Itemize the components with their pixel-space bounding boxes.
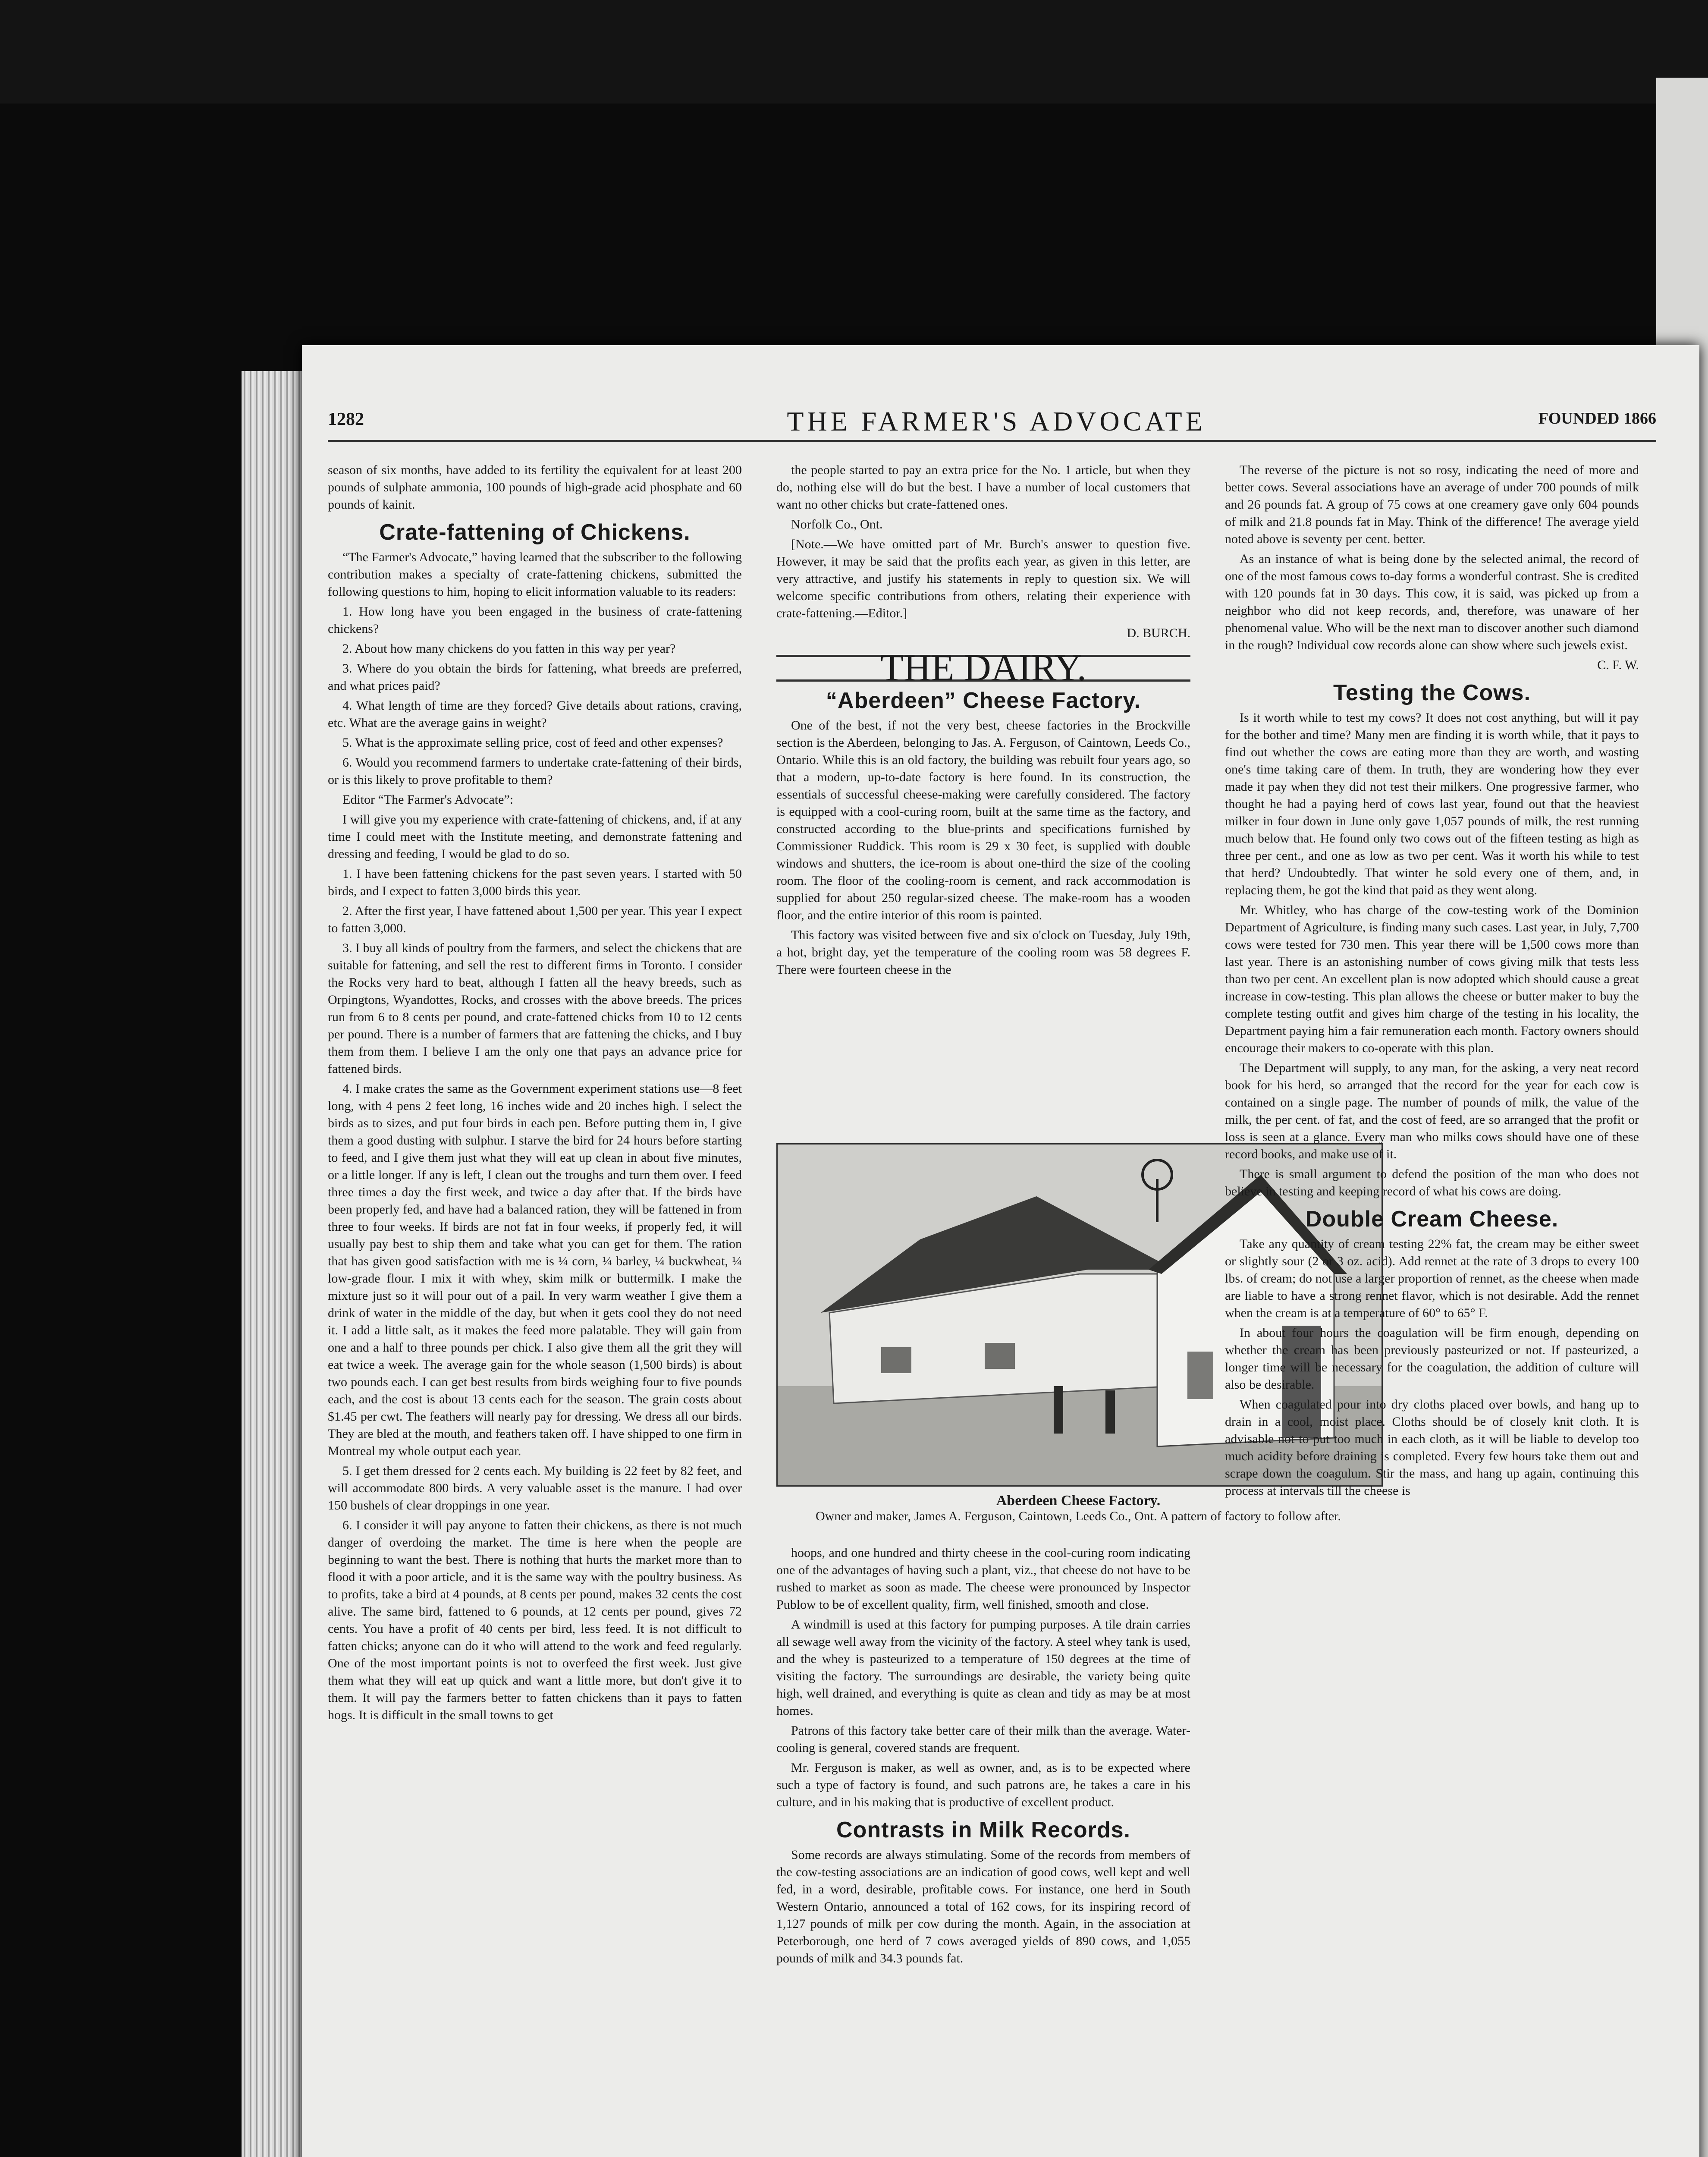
paragraph: In about four hours the coagulation will be firm enough, depending on whether the cream has been previously pasteurized or not. If pasteurized, a longer time will be necessary for the coagulation, the addition of culture will also be desirable.: [1225, 1326, 1639, 1392]
signature-cfw: C. F. W.: [1597, 658, 1639, 672]
paragraph: Some records are always stimulating. Some of the records from members of the cow-testing associations are an indication of good cows, well kept and well fed, in a word, desirable, profitable cows. For instance, one herd in South Western Ontario, announced a total of 162 cows, for its inspiring record of 1,127 pounds of milk per cow during the month. Again, in the association at Peterborough, one herd of 7 cows averaged yields of 890 cows, and 1,055 pounds of milk and 34.3 pounds fat.: [776, 1848, 1190, 1965]
paragraph: 4. I make crates the same as the Government experiment stations use—8 feet long, with 4 pens 2 feet long, 16 inches wide and 20 inches high. I select the birds as to sizes, and put four birds in each pen. Before putting them in, I give them a good dusting with sulphur. I starve the bird for 24 hours before starting to feed, and I give them just what they will eat up clean in about five minutes, or a little longer. If any is left, I clean out the troughs and turn them over. I feed three times a day the first week, and twice a day after that. If the birds have been properly fed, and have had a balanced ration, they will be fattened in from three to four weeks. If birds are not fat in four weeks, if properly fed, it will usually pay best to ship them and take what you can get for them. The ration that has given good satisfaction with me is ¼ corn, ¼ barley, ¼ buckwheat, ¼ low-grade flour. I mix it with whey, skim milk or buttermilk. I make the mixture just so it will pour out of a pail. In very warm weather I give them a drink of water in the middle of the day, but when it gets cool they do not need it. I add a little salt, as it makes the feed more palatable. They will gain from one and a half to three pounds per chick. I also give them all the grit they will eat twice a week. The average gain for the whole season (1,500 birds) is about two pounds each. I can get best results from birds weighing four to five pounds each, and the cost is about 13 cents each for the season. The grain costs about $1.45 per cwt. The feathers will nearly pay for dressing. We dress all our birds. They are bled at the mouth, and feathers taken off. I have shipped to one firm in Montreal my whole output each year.: [328, 1082, 742, 1458]
paragraph: The reverse of the picture is not so rosy, indicating the need of more and better cows. Several associations have an average of under 700 pounds of milk and 26 pounds fat. A group of 75 cows at one creamery gave only 604 pounds of milk and 21.8 pounds fat in May. Think of the difference! The average yield noted above is seventy per cent. better.: [1225, 463, 1639, 546]
page-number: 1282: [328, 409, 364, 429]
paragraph: 1. I have been fattening chickens for the past seven years. I started with 50 birds, and I expect to fatten 3,000 birds this year.: [328, 867, 742, 898]
paragraph: As an instance of what is being done by the selected animal, the record of one of the most famous cows to-day forms a wonderful contrast. She is credited with 120 pounds fat in 30 days. This cow, it is said, was picked up from a neighbor who did not keep records, and, therefore, was unaware of her phenomenal value. Who will be the next man to discover another such diamond in the rough? Individual cow records alone can show where such jewels exist.: [1225, 552, 1639, 652]
column-1: [328, 462, 742, 1726]
paragraph: 6. Would you recommend farmers to undertake crate-fattening of their birds, or is this likely to prove profitable to them?: [328, 755, 742, 787]
col2-intro: [776, 462, 1190, 622]
paragraph: 4. What length of time are they forced? Give details about rations, craving, etc. What are the average gains in weight?: [328, 698, 742, 730]
paragraph: Editor “The Farmer's Advocate”:: [342, 792, 514, 807]
paragraph: hoops, and one hundred and thirty cheese in the cool-curing room indicating one of the advantages of having such a plant, viz., that cheese do not have to be rushed to market as soon as made. The cheese were pronounced by Inspector Publow to be of excellent quality, firm, well finished, smooth and close.: [776, 1546, 1190, 1612]
paragraph: the people started to pay an extra price for the No. 1 article, but when they do, nothing else will do but the best. I have a number of local customers that want no other chicks but crate-fattened ones.: [776, 463, 1190, 512]
paragraph: “The Farmer's Advocate,” having learned that the subscriber to the following contribution makes a specialty of crate-fattening chickens, submitted the following questions to him, hoping to elicit information valuable to its readers:: [328, 550, 742, 599]
paragraph: Patrons of this factory take better care of their milk than the average. Water-cooling is general, covered stands are frequent.: [776, 1723, 1190, 1755]
caption-title: Aberdeen Cheese Factory.: [996, 1493, 1161, 1509]
page-header: [328, 406, 1656, 442]
col3-after2: [1225, 1236, 1639, 1500]
paragraph: 3. I buy all kinds of poultry from the farmers, and select the chickens that are suitable for fattening, and sell the rest to different firms in Toronto. I consider the Rocks very hard to beat, although I fatten all the heavy breeds, such as Orpingtons, Wyandottes, Rocks, and crosses with the above breeds. The prices run from 6 to 8 cents per pound, and crate-fattened chicks from 10 to 12 cents per pound. There is a number of farmers that are fattening the chicks, and I buy them from them. I believe I am the only one that pays an advance price for fattened birds.: [328, 941, 742, 1076]
paragraph: There is small argument to defend the position of the man who does not believe in testing and keeping record of what his cows are doing.: [1225, 1167, 1639, 1198]
article-title-double-cream: Double Cream Cheese.: [1305, 1207, 1559, 1232]
article-title-crate-fattening: Crate-fattening of Chickens.: [379, 520, 691, 545]
column-3: [1225, 462, 1639, 1502]
newspaper-page: [302, 345, 1699, 2157]
paragraph: One of the best, if not the very best, cheese factories in the Brockville section is the Aberdeen, belonging to Jas. A. Ferguson, of Caintown, Leeds Co., Ontario. While this is an old factory, the building was rebuilt four years ago, so that a modern, up-to-date factory is here found. In its construction, the essentials of successful cheese-making were carefully considered. The factory is equipped with a cool-curing room, built at the same time as the factory, and constructed according to the blue-prints and specifications furnished by Commissioner Ruddick. This room is 29 x 30 feet, is supplied with double windows and shutters, the ice-room is about one-third the size of the cooling room. The floor of the cooling-room is cement, and rack accommodation is supplied for about 250 regular-sized cheese. The make-room has a wooden floor, and the entire interior of this room is painted.: [776, 718, 1190, 922]
col1-intro: season of six months, have added to its fertility the equivalent for at least 200 pounds of sulphate ammonia, 100 pounds of high-grade acid phosphate and 60 pounds of kainit.: [328, 463, 742, 512]
article-title-testing-cows: Testing the Cows.: [1333, 680, 1531, 705]
paragraph: 5. I get them dressed for 2 cents each. My building is 22 feet by 82 feet, and will accommodate 800 birds. A very valuable asset is the manure. I had over 150 bushels of clear droppings in one year.: [328, 1464, 742, 1512]
page-edges-stack: [242, 371, 306, 2157]
column-2: [776, 462, 1190, 981]
paragraph: The Department will supply, to any man, for the asking, a very neat record book for his herd, so arranged that the record for the year for each cow is contained on a single page. The number of pounds of milk, the value of the milk, the per cent. of fat, and the cost of feed, are so arranged that the profit or loss is seen at a glance. Every man who milks cows should have one of these record books, and make use of it.: [1225, 1061, 1639, 1161]
column-2-lower: [776, 1544, 1190, 1970]
col2-after: [776, 1544, 1190, 1811]
founded-line: FOUNDED 1866: [1538, 409, 1656, 428]
col3-intro: [1225, 462, 1639, 654]
col2-body: [776, 717, 1190, 978]
paragraph: A windmill is used at this factory for pumping purposes. A tile drain carries all sewage well away from the vicinity of the factory. A steel whey tank is used, and the whey is pasteurized to a temperature of 150 degrees at the time of visiting the factory. The surroundings are desirable, the variety being quite high, well drained, and everything is quite as clean and tidy as may be at most homes.: [776, 1617, 1190, 1718]
paragraph: 2. About how many chickens do you fatten in this way per year?: [342, 641, 676, 656]
paragraph: Mr. Whitley, who has charge of the cow-testing work of the Dominion Department of Agriculture, is finding many such cases. Last year, in July, 7,700 cows were tested for 730 men. This year there will be 1,500 cows more than last year. There is an astonishing number of cows giving milk that tests less than two per cent. An excellent plan is now adopted which should cause a great increase in cow-testing. This plan allows the cheese or butter maker to buy the complete testing outfit and gives him charge of the testing in his locality, the Department paying him a fair remuneration each month. Factory owners should encourage their makers to co-operate with this plan.: [1225, 903, 1639, 1055]
col1-body: [328, 549, 742, 1724]
paragraph: Norfolk Co., Ont.: [791, 517, 883, 531]
paragraph: This factory was visited between five and six o'clock on Tuesday, July 19th, a hot, bright day, yet the temperature of the cooling room was 58 degrees F. There were fourteen cheese in the: [776, 928, 1190, 977]
paragraph: I will give you my experience with crate-fattening of chickens, and, if at any time I could meet with the Institute meeting, and demonstrate fattening and dressing and feeding, I would be glad to do so.: [328, 812, 742, 861]
signature-burch: D. BURCH.: [1127, 626, 1190, 640]
paragraph: 6. I consider it will pay anyone to fatten their chickens, as there is not much danger of overdoing the market. The time is here when the people are beginning to want the best. There is nothing that hurts the market more than to flood it with a poor article, and it is the same way with the poultry business. As to profits, take a bird at 4 pounds, at 8 cents per pound, makes 32 cents the cost alive. The same bird, fattened to 6 pounds, at 12 cents per pound, gives 72 cents. You have a profit of 40 cents per bird, less feed. It is not difficult to fatten chicks; anyone can do it who will attend to the work and feed regularly. One of the most important points is not to overfeed the first week. Just give them what they will eat up quick and want a little more, but don't give it to them. It will pay the farmers better to fatten chickens than it pays to fatten hogs. It is difficult in the small towns to get: [328, 1518, 742, 1722]
paragraph: 2. After the first year, I have fattened about 1,500 per year. This year I expect to fatten 3,000.: [328, 904, 742, 935]
article-title-milk-records: Contrasts in Milk Records.: [836, 1817, 1130, 1843]
paragraph: Take any quantity of cream testing 22% fat, the cream may be either sweet or slightly sour (2 or 3 oz. acid). Add rennet at the rate of 3 drops to every 100 lbs. of cream; do not use a larger proportion of rennet, as the cheese when made are liable to have a strong rennet flavor, which is not desirable. Add the rennet when the cream is at a temperature of 60° to 65° F.: [1225, 1237, 1639, 1320]
paragraph: Mr. Ferguson is maker, as well as owner, and, as is to be expected where such a type of factory is found, and such patrons are, he takes a care in his culture, and in his making that is productive of excellent product.: [776, 1761, 1190, 1809]
scan-backdrop: [0, 0, 1708, 104]
paragraph: [Note.—We have omitted part of Mr. Burch's answer to question five. However, it may be said that the profits each year, as given in this letter, are very attractive, and justify his statements in reply to question six. We will welcome specific contributions from others, relating their experience with crate-fattening.—Editor.]: [776, 537, 1190, 620]
paragraph: 5. What is the approximate selling price, cost of feed and other expenses?: [342, 736, 723, 750]
col3-body: [1225, 709, 1639, 1200]
caption-text: Owner and maker, James A. Ferguson, Caintown, Leeds Co., Ont. A pattern of factory to follow after.: [816, 1509, 1341, 1523]
paragraph: Is it worth while to test my cows? It does not cost anything, but will it pay for the bother and time? Many men are finding it is worth while, that it pays to find out whether the cows are eating more than they are worth, and wasting one's time taking care of them. In truth, they are wondering how they ever made it pay when they did not test their milkers. One progressive farmer, who thought he had a paying herd of cows last year, found out that the heaviest milker in four down in June only gave 1,057 pounds of milk, the rest running much below that. He found only two cows out of the fifteen testing as high as three per cent., and one as low as two per cent. Was it worth his while to test that herd? Undoubtedly. That winter he sold every one of them, and, in replacing them, he got the kind that paid as they went along.: [1225, 711, 1639, 897]
section-heading-dairy: THE DAIRY.: [776, 655, 1190, 682]
paragraph: When coagulated pour into dry cloths placed over bowls, and hang up to drain in a cool, moist place. Cloths should be of closely knit cloth. It is advisable not to put too much in each cloth, as it will be liable to develop too much acidity before draining is completed. Every few hours take them out and scrape down the coagulum. Stir the mass, and hang up again, continuing this process at intervals till the cheese is: [1225, 1397, 1639, 1498]
masthead: THE FARMER'S ADVOCATE: [787, 406, 1206, 437]
paragraph: 1. How long have you been engaged in the business of crate-fattening chickens?: [328, 604, 742, 636]
col2-after2: [776, 1846, 1190, 1967]
article-title-aberdeen: “Aberdeen” Cheese Factory.: [826, 688, 1141, 713]
paragraph: 3. Where do you obtain the birds for fattening, what breeds are preferred, and what prices paid?: [328, 661, 742, 693]
